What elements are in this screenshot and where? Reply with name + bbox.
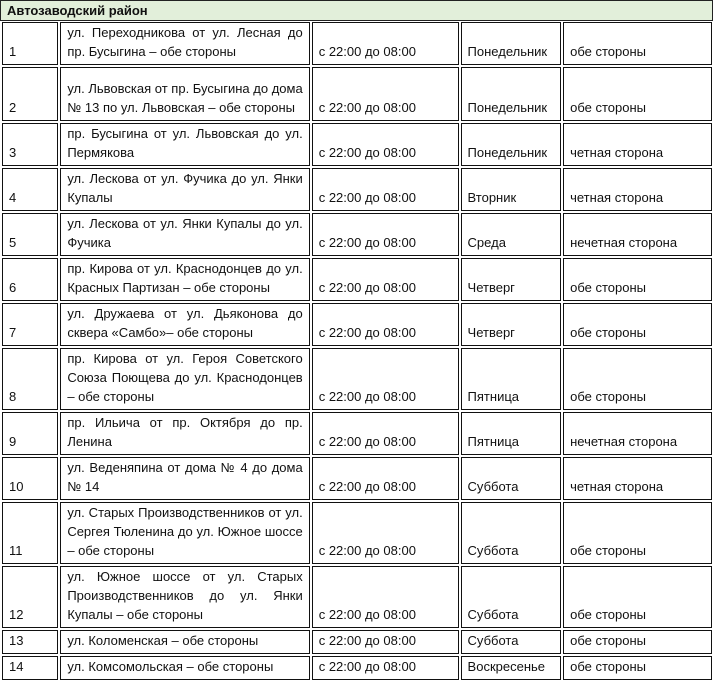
street-cell: ул. Комсомольская – обе стороны <box>60 656 309 680</box>
day-cell: Понедельник <box>461 123 562 166</box>
table-row <box>2 656 712 680</box>
row-number-cell: 4 <box>2 168 58 211</box>
row-number-cell: 7 <box>2 303 58 346</box>
row-number-cell: 11 <box>2 502 58 564</box>
street-cell: пр. Бусыгина от ул. Львовская до ул. Пермякова <box>60 123 309 166</box>
row-number-cell: 10 <box>2 457 58 500</box>
day-cell: Понедельник <box>461 67 562 121</box>
table-row <box>2 123 712 166</box>
side-cell: нечетная сторона <box>563 412 712 455</box>
day-cell: Воскресенье <box>461 656 562 680</box>
street-cell: ул. Переходникова от ул. Лесная до пр. Бусыгина – обе стороны <box>60 22 309 65</box>
day-cell: Четверг <box>461 258 562 301</box>
street-cell: ул. Коломенская – обе стороны <box>60 630 309 654</box>
street-cell: пр. Кирова от ул. Героя Советского Союза Поющева до ул. Краснодонцев – обе стороны <box>60 348 309 410</box>
side-cell: четная сторона <box>563 168 712 211</box>
street-cell: ул. Дружаева от ул. Дьяконова до сквера «Самбо»– обе стороны <box>60 303 309 346</box>
street-cell: ул. Лескова от ул. Янки Купалы до ул. Фучика <box>60 213 309 256</box>
row-number-cell: 9 <box>2 412 58 455</box>
time-cell: с 22:00 до 08:00 <box>312 412 459 455</box>
time-cell: с 22:00 до 08:00 <box>312 457 459 500</box>
time-cell: с 22:00 до 08:00 <box>312 348 459 410</box>
time-cell: с 22:00 до 08:00 <box>312 67 459 121</box>
district-header: Автозаводский район <box>0 0 713 21</box>
table-row <box>2 258 712 301</box>
time-cell: с 22:00 до 08:00 <box>312 123 459 166</box>
time-cell: с 22:00 до 08:00 <box>312 656 459 680</box>
table-row <box>2 22 712 65</box>
table-row <box>2 213 712 256</box>
day-cell: Вторник <box>461 168 562 211</box>
side-cell: обе стороны <box>563 258 712 301</box>
street-cell: ул. Лескова от ул. Фучика до ул. Янки Купалы <box>60 168 309 211</box>
table-row <box>2 168 712 211</box>
side-cell: обе стороны <box>563 566 712 628</box>
street-cell: ул. Южное шоссе от ул. Старых Производственников до ул. Янки Купалы – обе стороны <box>60 566 309 628</box>
side-cell: четная сторона <box>563 457 712 500</box>
row-number-cell: 2 <box>2 67 58 121</box>
side-cell: обе стороны <box>563 303 712 346</box>
street-cell: ул. Старых Производственников от ул. Сергея Тюленина до ул. Южное шоссе – обе стороны <box>60 502 309 564</box>
day-cell: Суббота <box>461 630 562 654</box>
day-cell: Суббота <box>461 502 562 564</box>
day-cell: Суббота <box>461 457 562 500</box>
day-cell: Суббота <box>461 566 562 628</box>
side-cell: нечетная сторона <box>563 213 712 256</box>
side-cell: четная сторона <box>563 123 712 166</box>
time-cell: с 22:00 до 08:00 <box>312 502 459 564</box>
schedule-table <box>0 20 714 682</box>
row-number-cell: 3 <box>2 123 58 166</box>
table-row <box>2 303 712 346</box>
table-row <box>2 67 712 121</box>
day-cell: Пятница <box>461 412 562 455</box>
time-cell: с 22:00 до 08:00 <box>312 213 459 256</box>
table-row <box>2 502 712 564</box>
day-cell: Понедельник <box>461 22 562 65</box>
day-cell: Пятница <box>461 348 562 410</box>
row-number-cell: 1 <box>2 22 58 65</box>
day-cell: Четверг <box>461 303 562 346</box>
table-row <box>2 630 712 654</box>
time-cell: с 22:00 до 08:00 <box>312 258 459 301</box>
street-cell: пр. Ильича от пр. Октября до пр. Ленина <box>60 412 309 455</box>
table-row <box>2 566 712 628</box>
row-number-cell: 5 <box>2 213 58 256</box>
time-cell: с 22:00 до 08:00 <box>312 168 459 211</box>
table-row <box>2 457 712 500</box>
side-cell: обе стороны <box>563 630 712 654</box>
street-cell: ул. Львовская от пр. Бусыгина до дома № 13 по ул. Львовская – обе стороны <box>60 67 309 121</box>
side-cell: обе стороны <box>563 502 712 564</box>
time-cell: с 22:00 до 08:00 <box>312 566 459 628</box>
street-cell: ул. Веденяпина от дома № 4 до дома № 14 <box>60 457 309 500</box>
side-cell: обе стороны <box>563 656 712 680</box>
row-number-cell: 14 <box>2 656 58 680</box>
street-cell: пр. Кирова от ул. Краснодонцев до ул. Красных Партизан – обе стороны <box>60 258 309 301</box>
row-number-cell: 6 <box>2 258 58 301</box>
side-cell: обе стороны <box>563 22 712 65</box>
time-cell: с 22:00 до 08:00 <box>312 22 459 65</box>
time-cell: с 22:00 до 08:00 <box>312 303 459 346</box>
row-number-cell: 12 <box>2 566 58 628</box>
row-number-cell: 8 <box>2 348 58 410</box>
time-cell: с 22:00 до 08:00 <box>312 630 459 654</box>
row-number-cell: 13 <box>2 630 58 654</box>
day-cell: Среда <box>461 213 562 256</box>
table-row <box>2 348 712 410</box>
table-row <box>2 412 712 455</box>
side-cell: обе стороны <box>563 348 712 410</box>
side-cell: обе стороны <box>563 67 712 121</box>
